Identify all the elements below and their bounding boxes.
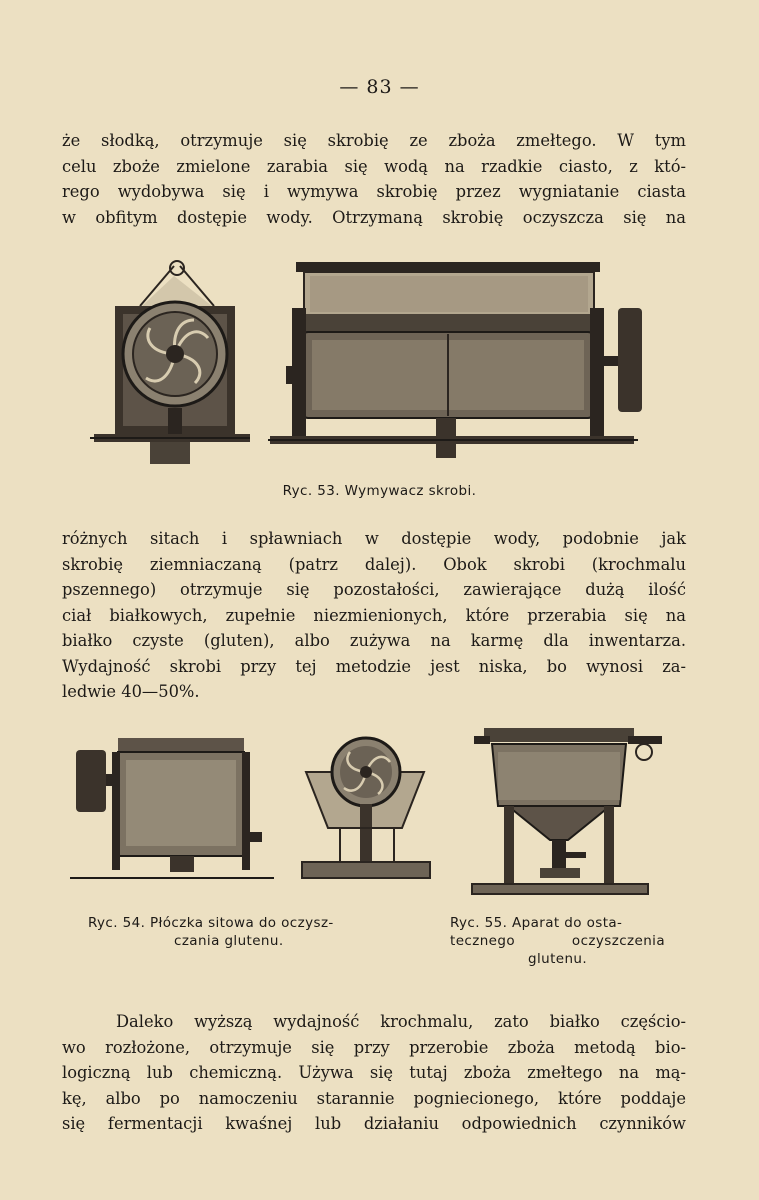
text-line: ciał białkowych, zupełnie niezmienionych, które przerabia się na (62, 605, 686, 625)
caption-line: Ryc. 55. Aparat do osta- (450, 915, 623, 931)
caption-line: Ryc. 54. Płóczka sitowa do oczysz- (88, 915, 334, 931)
paragraph-2 (62, 526, 686, 705)
figure-54-caption (88, 914, 408, 950)
text-line: różnych sitach i spławniach w dostępie wody, podobnie jak (62, 529, 686, 548)
text-line: celu zboże zmielone zarabia się wodą na rzadkie ciasto, z któ- (62, 156, 686, 176)
text-line: że słodką, otrzymuje się skrobię ze zboża zmełtego. W tym (62, 131, 686, 150)
text-line: skrobię ziemniaczaną (patrz dalej). Obok skrobi (krochmalu (62, 554, 686, 574)
paragraph-3 (62, 1009, 686, 1137)
text-line: rego wydobywa się i wymywa skrobię przez wygniatanie ciasta (62, 182, 686, 201)
text-line: Daleko wyższą wydajność krochmalu, zato białko częścio- (116, 1012, 686, 1031)
text-line: się fermentacji kwaśnej lub działaniu odpowiednich czynników (62, 1114, 686, 1133)
paragraph-1 (62, 128, 686, 230)
caption-word: tecznego (450, 933, 515, 949)
sieve-washer-drum-view (70, 738, 274, 878)
figure-53-starch-washer (90, 258, 650, 472)
starch-washer-side-view (90, 261, 250, 464)
text-line: białko czyste (gluten), albo zużywa na karmę dla inwentarza. (62, 631, 686, 650)
starch-washer-front-view (268, 262, 642, 458)
text-line: pszennego) otrzymuje się pozostałości, zawierające dużą ilość (62, 580, 686, 599)
text-line: ledwie 40—50%. (62, 682, 200, 701)
figure-53-caption: Ryc. 53. Wymywacz skrobi. (282, 483, 477, 499)
text-line: wo rozłożone, otrzymuje się przy przerobie zboża metodą bio- (62, 1037, 686, 1057)
text-line: Wydajność skrobi przy tej metodzie jest niska, bo wynosi za- (62, 656, 686, 676)
text-line: w obfitym dostępie wody. Otrzymaną skrobię oczyszcza się na (62, 207, 686, 227)
text-line: logiczną lub chemiczną. Używa się tutaj zboża zmełtego na mą- (62, 1063, 686, 1082)
caption-line (450, 932, 665, 950)
figure-55-gluten-apparatus (468, 722, 668, 898)
caption-word: oczyszczenia (571, 933, 665, 949)
sieve-washer-side-view (302, 738, 430, 878)
text-line: kę, albo po namoczeniu starannie pogniecionego, które poddaje (62, 1088, 686, 1108)
figure-54-sieve-washer (70, 732, 440, 882)
page-number: — 83 — (339, 76, 420, 98)
figure-55-caption (450, 914, 665, 968)
caption-line: czania glutenu. (174, 933, 284, 949)
caption-line: glutenu. (528, 951, 588, 967)
